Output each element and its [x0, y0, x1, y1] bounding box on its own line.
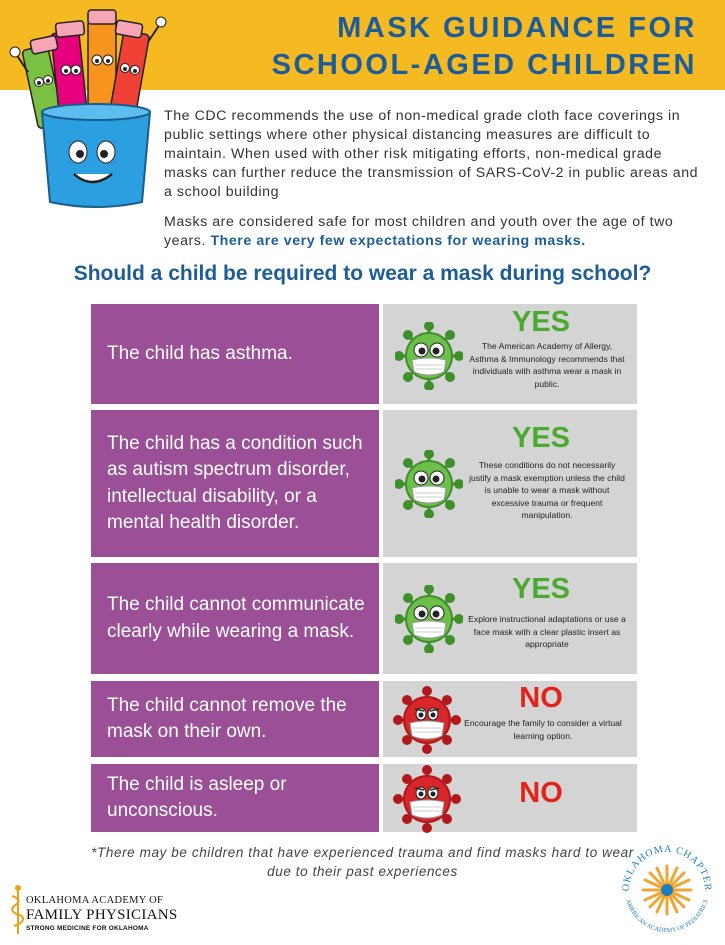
answer-yes: YES [511, 306, 571, 338]
answer-no: NO [519, 682, 563, 714]
answer-yes: YES [511, 573, 571, 605]
answer-note: Encourage the family to consider a virtual learning option. [464, 718, 622, 741]
caduceus-icon [10, 884, 26, 936]
page-title [247, 10, 697, 84]
oafp-logo-tagline: STRONG MEDICINE FOR OKLAHOMA [26, 925, 149, 932]
oafp-logo-line-2: FAMILY PHYSICIANS [26, 907, 178, 923]
answer-cell [383, 563, 637, 674]
green-virus-masked-icon [395, 322, 463, 390]
answer-cell [383, 681, 637, 757]
answer-note: These conditions do not necessarily justify a mask exemption unless the child is unable to wear a mask without excessive trauma or frequent manipulation. [469, 460, 625, 520]
intro-paragraph-2 [164, 213, 704, 251]
table-row [91, 681, 637, 757]
condition-cell: The child is asleep or unconscious. [91, 764, 379, 832]
condition-cell: The child cannot remove the mask on their own. [91, 681, 379, 757]
answer-note: The American Academy of Allergy, Asthma & Immunology recommends that individuals with asthma wear a mask in public. [469, 341, 625, 389]
red-virus-masked-icon [393, 765, 461, 833]
aap-logo-bottom-text: AMERICAN ACADEMY OF PEDIATRICS [624, 898, 710, 935]
intro-paragraph-2-plain: Masks are considered safe for most children and youth over the age of two years. [164, 214, 674, 249]
pencil-cup-mascot-icon [8, 2, 168, 210]
answer-cell [383, 764, 637, 832]
answer-cell [383, 304, 637, 404]
condition-cell: The child has a condition such as autism spectrum disorder, intellectual disability, or a mental health disorder. [91, 410, 379, 557]
intro-paragraph-1: The CDC recommends the use of non-medical grade cloth face coverings in public settings where other physical distancing measures are difficult to maintain. When used with other risk mitigating efforts, non-medical grade masks can further reduce the transmission of SARS-CoV-2 in public areas and a school building [164, 108, 699, 200]
oafp-logo-line-1: OKLAHOMA ACADEMY OF [26, 895, 164, 906]
aap-oklahoma-chapter-logo [615, 838, 719, 942]
red-virus-masked-icon [393, 686, 461, 754]
condition-cell: The child cannot communicate clearly while wearing a mask. [91, 563, 379, 674]
intro-paragraph-2-emphasis: There are very few expectations for wearing masks. [210, 233, 586, 249]
answer-cell [383, 410, 637, 557]
answer-note: Explore instructional adaptations or use a face mask with a clear plastic insert as appropriate [468, 614, 626, 649]
footnote: *There may be children that have experienced trauma and find masks hard to wear due to their past experiences [91, 845, 634, 879]
section-question: Should a child be required to wear a mask during school? [73, 262, 652, 285]
table-row [91, 304, 637, 404]
table-row [91, 410, 637, 557]
answer-no: NO [519, 777, 563, 809]
title-line-2: SCHOOL-AGED CHILDREN [271, 49, 697, 81]
green-virus-masked-icon [395, 585, 463, 653]
answer-yes: YES [511, 422, 571, 454]
green-virus-masked-icon [395, 450, 463, 518]
intro-text [164, 107, 704, 262]
table-row [91, 563, 637, 674]
condition-cell: The child has asthma. [91, 304, 379, 404]
table-row [91, 764, 637, 832]
title-line-1: MASK GUIDANCE FOR [337, 12, 697, 44]
aap-logo-top-text: OKLAHOMA CHAPTER [620, 843, 714, 892]
